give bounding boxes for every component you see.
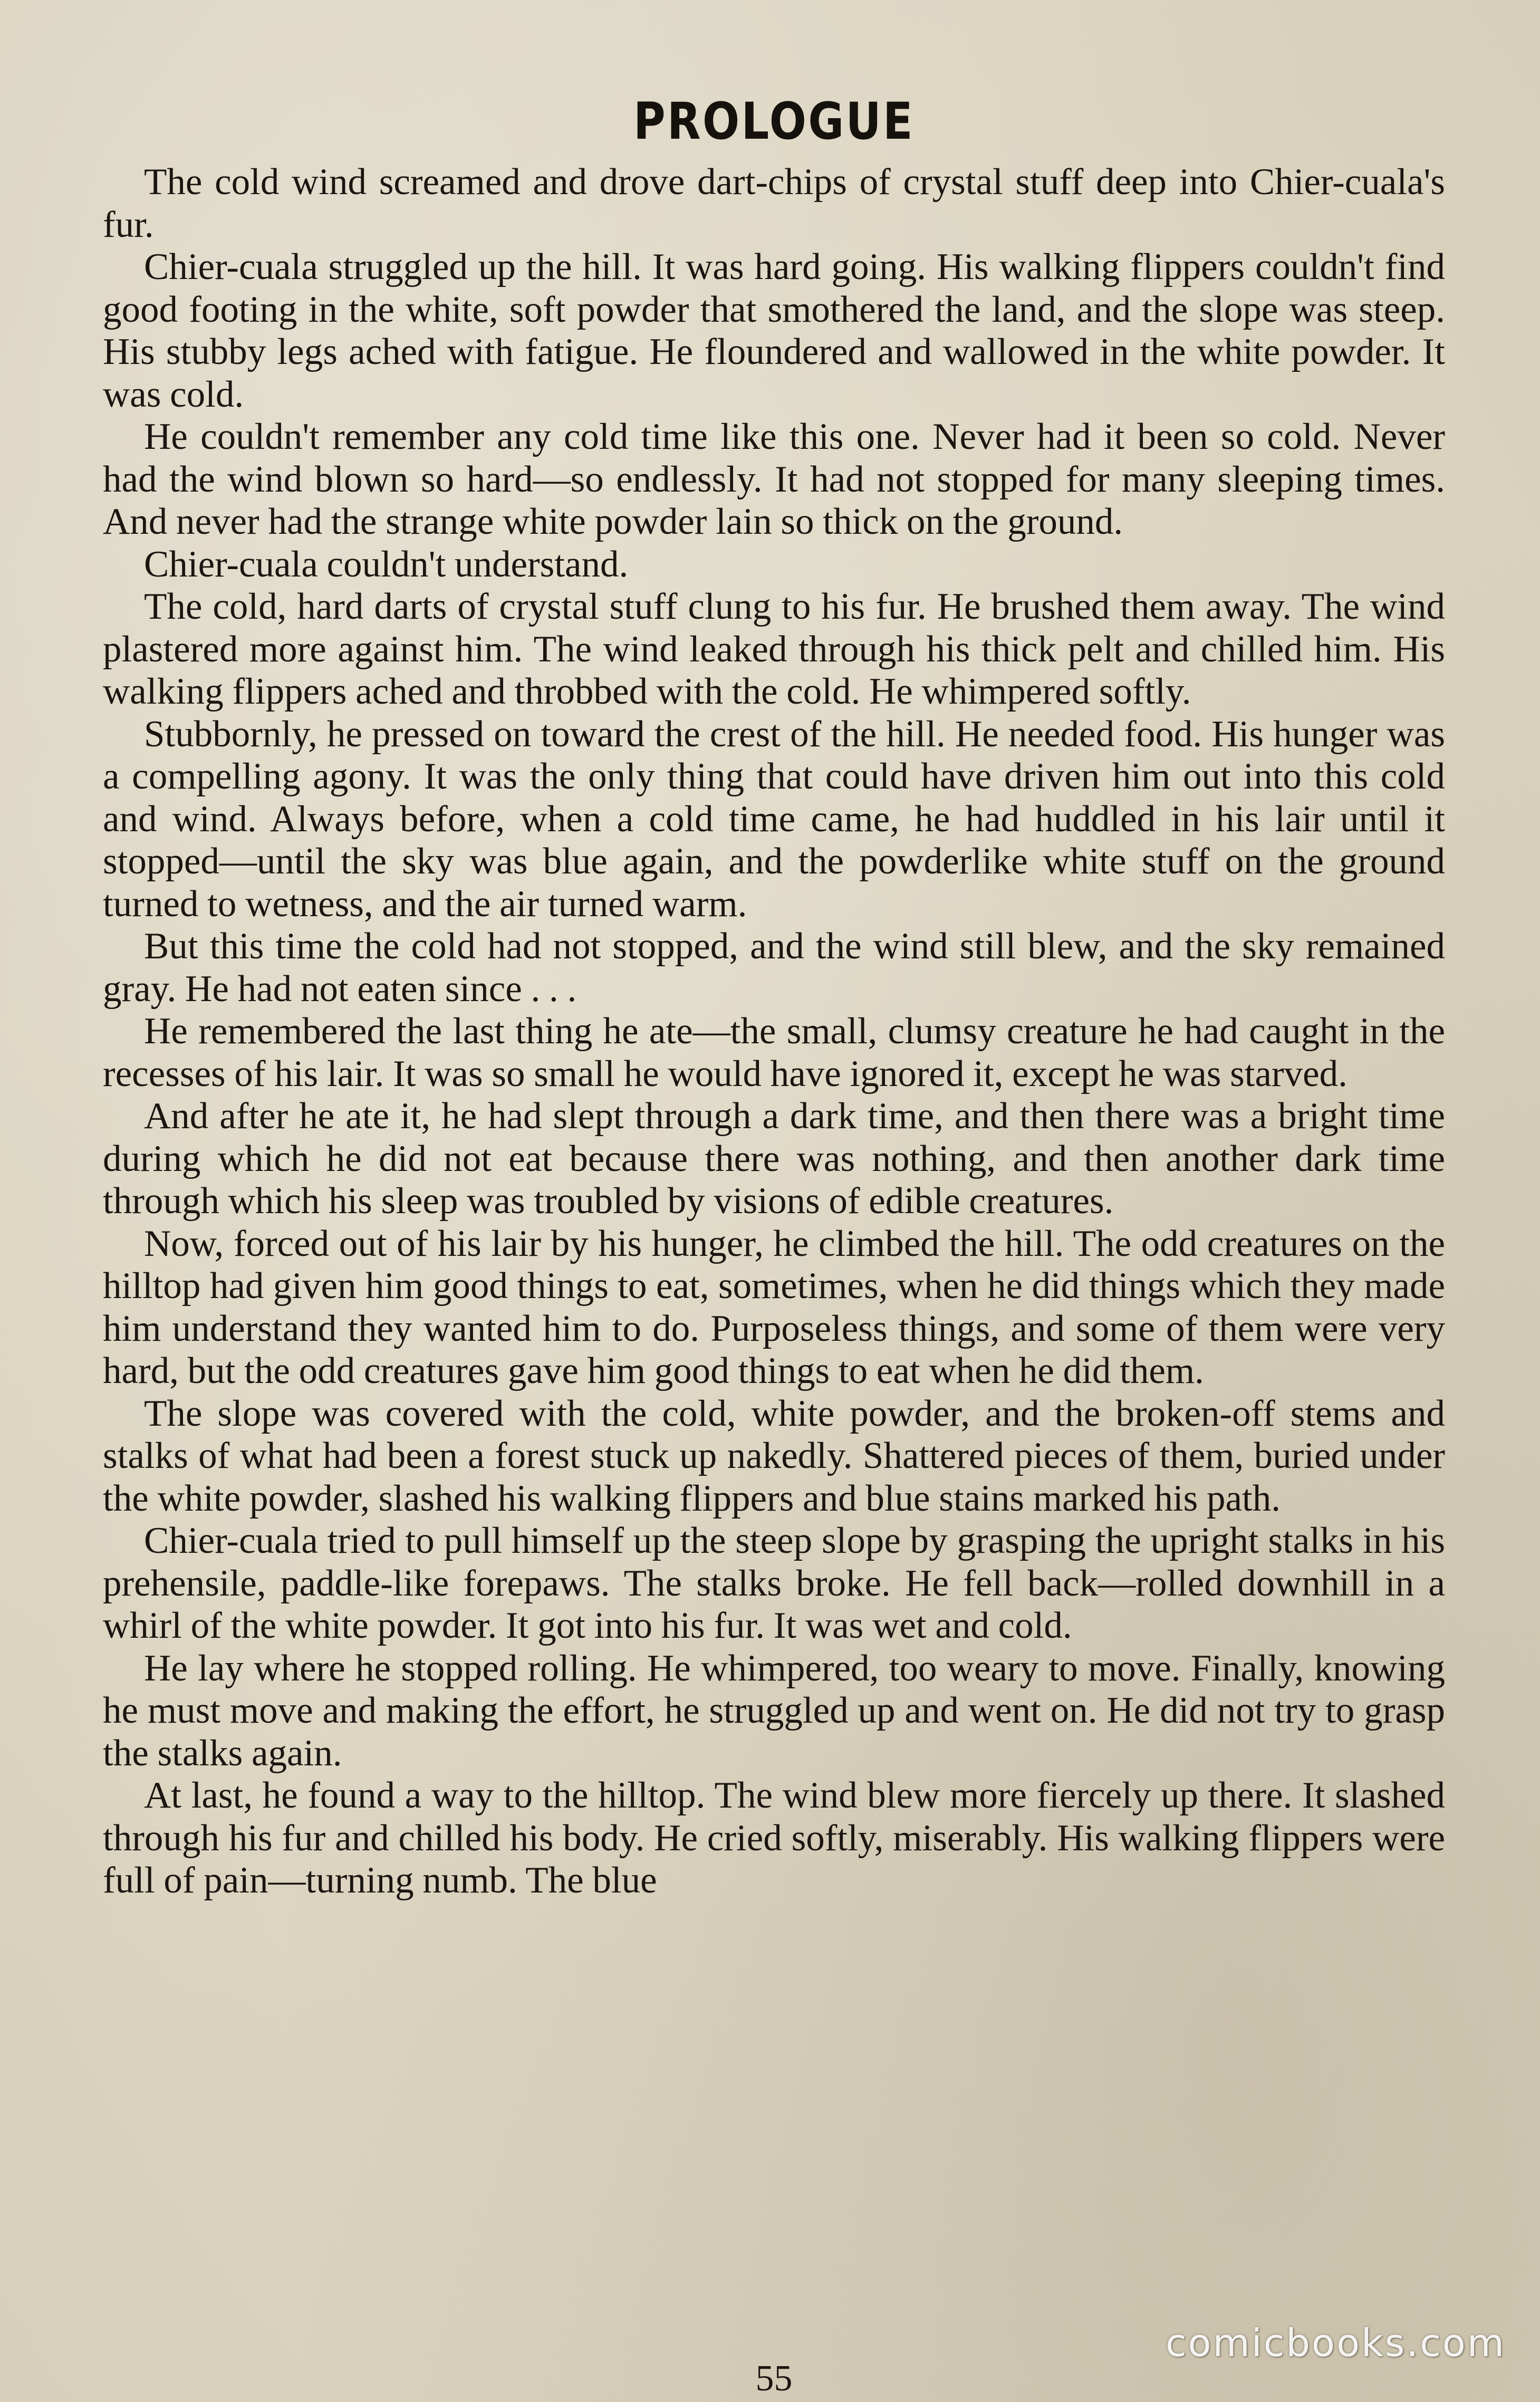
paragraph: Chier-cuala tried to pull himself up the steep slope by grasping the upright stalks in his prehensile, paddle-like forepaws. The stalks broke. He fell back—rolled downhill in a whirl of the white powder. It got into his fur. It was wet and cold. bbox=[103, 1520, 1445, 1646]
paragraph: Chier-cuala struggled up the hill. It was hard going. His walking flippers couldn't find good footing in the white, soft powder that smothered the land, and the slope was steep. His stubby legs ached with fatigue. He floundered and wallowed in the white powder. It was cold. bbox=[103, 246, 1445, 415]
paragraph: He lay where he stopped rolling. He whimpered, too weary to move. Finally, knowing he must move and making the effort, he struggled up and went on. He did not try to grasp the stalks again. bbox=[103, 1647, 1445, 1774]
paragraph: The slope was covered with the cold, white powder, and the broken-off stems and stalks of what had been a forest stuck up nakedly. Shattered pieces of them, buried under the white powder, slashed his walking flippers and blue stains marked his path. bbox=[103, 1392, 1445, 1519]
page-number: 55 bbox=[755, 2358, 793, 2399]
paragraph: But this time the cold had not stopped, and the wind still blew, and the sky remained gray. He had not eaten since . . . bbox=[103, 926, 1445, 1010]
body-text bbox=[103, 161, 1445, 1902]
watermark: comicbooks.com bbox=[1165, 2321, 1506, 2365]
chapter-heading: PROLOGUE bbox=[633, 92, 915, 151]
paragraph: The cold, hard darts of crystal stuff clung to his fur. He brushed them away. The wind plastered more against him. The wind leaked through his thick pelt and chilled him. His walking flippers ached and throbbed with the cold. He whimpered softly. bbox=[103, 586, 1445, 712]
paragraph: Stubbornly, he pressed on toward the crest of the hill. He needed food. His hunger was a compelling agony. It was the only thing that could have driven him out into this cold and wind. Always before, when a cold time came, he had huddled in his lair until it stopped—until the sky was blue again, and the powderlike white stuff on the ground turned to wetness, and the air turned warm. bbox=[103, 713, 1445, 925]
paragraph: He remembered the last thing he ate—the small, clumsy creature he had caught in the recesses of his lair. It was so small he would have ignored it, except he was starved. bbox=[103, 1011, 1445, 1094]
paragraph: Chier-cuala couldn't understand. bbox=[144, 543, 629, 585]
paragraph: At last, he found a way to the hilltop. The wind blew more fiercely up there. It slashed through his fur and chilled his body. He cried softly, miserably. His walking flippers were full of pain—turning numb. The blue bbox=[103, 1775, 1445, 1901]
book-page bbox=[103, 92, 1445, 2399]
paragraph: Now, forced out of his lair by his hunger, he climbed the hill. The odd creatures on the hilltop had given him good things to eat, sometimes, when he did things which they made him understand they wanted him to do. Purposeless things, and some of them were very hard, but the odd creatures gave him good things to eat when he did them. bbox=[103, 1223, 1445, 1391]
paragraph: The cold wind screamed and drove dart-chips of crystal stuff deep into Chier-cuala's fur. bbox=[103, 161, 1445, 245]
paragraph: He couldn't remember any cold time like this one. Never had it been so cold. Never had the wind blown so hard—so endlessly. It had not stopped for many sleeping times. And never had the strange white powder lain so thick on the ground. bbox=[103, 416, 1445, 542]
paragraph: And after he ate it, he had slept through a dark time, and then there was a bright time during which he did not eat because there was nothing, and then another dark time through which his sleep was troubled by visions of edible creatures. bbox=[103, 1096, 1445, 1222]
